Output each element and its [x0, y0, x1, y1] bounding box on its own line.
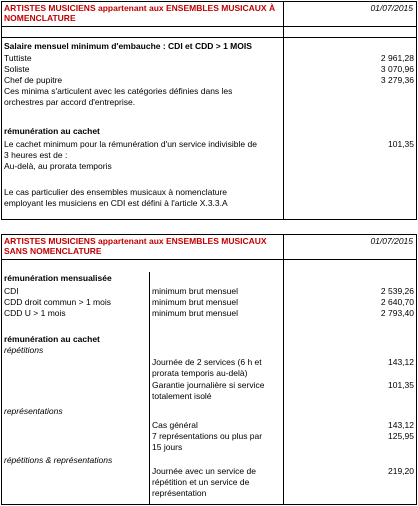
table2-title-line2: SANS NOMENCLATURE [4, 246, 102, 256]
table1-row-label-soliste: Soliste [4, 64, 30, 74]
table2-repr2-line1: 7 représentations ou plus par [152, 431, 263, 441]
table1-footer-line1: Le cas particulier des ensembles musicaux à nomenclature [4, 187, 228, 197]
table2-reprep-label: répétitions & représentations [4, 455, 113, 465]
table2-repr2-value: 125,95 [388, 431, 414, 441]
table2-rr-line2: répétition et un service de [152, 477, 250, 487]
table1-header-divider-2 [1, 37, 417, 38]
table1-note-line1: Ces minima s'articulent avec les catégories définies dans les [4, 86, 233, 96]
table1-cachet-value: 101,35 [388, 139, 414, 149]
table2-row-value-cdd: 2 640,70 [380, 297, 414, 307]
table1-row-label-chef: Chef de pupitre [4, 75, 63, 85]
table2-rep2-value: 101,35 [388, 380, 414, 390]
table1-row-label-tuttiste: Tuttiste [4, 53, 32, 63]
table2-rep2-line2: totalement isolé [152, 391, 212, 401]
table2-header-divider [1, 259, 417, 260]
table2-row-desc-cdd: minimum brut mensuel [152, 297, 238, 307]
table2-bottom-border [1, 504, 417, 505]
table2-rr-value: 219,20 [388, 466, 414, 476]
table2-rep2-line1: Garantie journalière si service [152, 380, 265, 390]
table2-rep1-line1: Journée de 2 services (6 h et [152, 357, 262, 367]
table1-right-border [416, 1, 417, 220]
table2-repr1-value: 143,12 [388, 420, 414, 430]
table2-representations-label: représentations [4, 406, 63, 416]
table1-row-value-soliste: 3 070,96 [380, 64, 414, 74]
table2-column-divider [283, 234, 284, 505]
table2-row-label-cddu: CDD U > 1 mois [4, 308, 66, 318]
table1-left-border [1, 1, 2, 220]
table2-rep1-value: 143,12 [388, 357, 414, 367]
table2-row-value-cdi: 2 539,26 [380, 286, 414, 296]
table2-rep1-line2: prorata temporis au-delà) [152, 368, 248, 378]
table2-top-border [1, 234, 417, 235]
table2-repr2-line2: 15 jours [152, 442, 183, 452]
table1-bottom-border [1, 219, 417, 220]
table2-repetitions-label: répétitions [4, 345, 44, 355]
table2-row-desc-cdi: minimum brut mensuel [152, 286, 238, 296]
table2-left-border [1, 234, 2, 505]
table2-section-heading: rémunération mensualisée [4, 273, 112, 283]
table2-title-line1: ARTISTES MUSICIENS appartenant aux ENSEMBLES MUSICAUX [4, 236, 267, 246]
table1-column-divider [283, 1, 284, 220]
table2-inner-divider [149, 272, 150, 504]
table1-cachet-line3: Au-delà, au prorata temporis [4, 161, 112, 171]
table1-header-divider [1, 26, 417, 27]
table2-date: 01/07/2015 [370, 236, 413, 246]
table2-row-label-cdi: CDI [4, 286, 19, 296]
table2-row-desc-cddu: minimum brut mensuel [152, 308, 238, 318]
table1-cachet-line1: Le cachet minimum pour la rémunération d'un service indivisible de [4, 139, 257, 149]
table1-title-line2: NOMENCLATURE [4, 13, 76, 23]
table2-rr-line3: représentation [152, 488, 207, 498]
table1-section-heading: Salaire mensuel minimum d'embauche : CDI et CDD > 1 MOIS [4, 41, 252, 51]
table1-title-line1: ARTISTES MUSICIENS appartenant aux ENSEMBLES MUSICAUX À [4, 3, 276, 13]
table1-note-line2: orchestres par accord d'entreprise. [4, 97, 136, 107]
table1-row-value-tuttiste: 2 961,28 [380, 53, 414, 63]
table1-date: 01/07/2015 [370, 3, 413, 13]
table1-row-value-chef: 3 279,36 [380, 75, 414, 85]
table1-top-border [1, 1, 417, 2]
table2-cachet-heading: rémunération au cachet [4, 334, 100, 344]
table1-cachet-line2: 3 heures est de : [4, 150, 68, 160]
table1-footer-line2: employant les musiciens en CDI est défini à l'article X.3.3.A [4, 198, 228, 208]
table2-row-label-cdd: CDD droit commun > 1 mois [4, 297, 111, 307]
table2-rr-line1: Journée avec un service de [152, 466, 256, 476]
table2-right-border [416, 234, 417, 505]
table2-repr1: Cas général [152, 420, 198, 430]
table1-cachet-heading: rémunération au cachet [4, 126, 100, 136]
table2-row-value-cddu: 2 793,40 [380, 308, 414, 318]
